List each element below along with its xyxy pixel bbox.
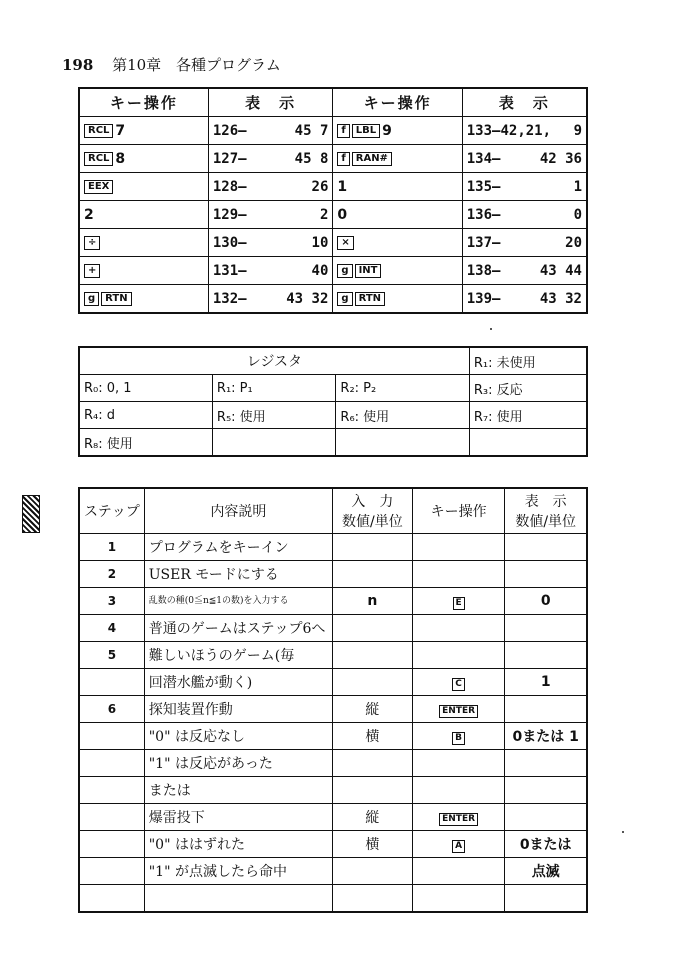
table-row xyxy=(79,201,587,229)
display-code: 40 xyxy=(311,262,329,279)
description-cell: "1" は反応があった xyxy=(144,750,332,777)
col-header-key: キー操作 xyxy=(412,488,505,534)
display-step: 128– xyxy=(212,178,247,195)
register-cell: R₅: 使用 xyxy=(212,402,336,429)
display-cell xyxy=(505,561,587,588)
step-cell: 6 xyxy=(79,696,144,723)
display-cell: 0 xyxy=(505,588,587,615)
key-cell xyxy=(412,669,505,696)
key-cap: ENTER xyxy=(439,705,478,718)
key-cap: RTN xyxy=(101,292,131,306)
table-row xyxy=(79,588,587,615)
key-cell xyxy=(79,117,208,145)
display-cell xyxy=(208,257,333,285)
key-cell xyxy=(412,885,505,913)
key-cap: LBL xyxy=(352,124,380,138)
description-cell: "0" は反応なし xyxy=(144,723,332,750)
key-cell xyxy=(79,173,208,201)
display-cell xyxy=(208,173,333,201)
key-operation-table xyxy=(78,87,588,314)
table-row xyxy=(79,402,587,429)
key-suffix: 8 xyxy=(115,150,126,167)
description-cell: "0" ははずれた xyxy=(144,831,332,858)
key-cell xyxy=(79,201,208,229)
description-cell: USER モードにする xyxy=(144,561,332,588)
description-cell: プログラムをキーイン xyxy=(144,534,332,561)
key-cap: INT xyxy=(355,264,382,278)
display-step: 133–42,21, xyxy=(466,122,552,139)
key-cell xyxy=(333,285,462,314)
register-cell: R₀: 0, 1 xyxy=(79,375,212,402)
register-cell xyxy=(336,429,469,457)
key-cap: g xyxy=(337,292,352,306)
description-cell: "1" が点滅したら命中 xyxy=(144,858,332,885)
register-cell: R₁: P₁ xyxy=(212,375,336,402)
display-cell: 点滅 xyxy=(505,858,587,885)
display-cell xyxy=(462,117,587,145)
table-row xyxy=(79,858,587,885)
input-cell: 縦 xyxy=(333,696,413,723)
col-header-disp: 表 示 数値/単位 xyxy=(505,488,587,534)
key-cell xyxy=(412,534,505,561)
display-cell xyxy=(208,201,333,229)
display-cell xyxy=(462,145,587,173)
key-cap: ENTER xyxy=(439,813,478,826)
table-row xyxy=(79,696,587,723)
input-cell xyxy=(333,669,413,696)
input-cell: 横 xyxy=(333,831,413,858)
input-cell: 縦 xyxy=(333,804,413,831)
display-cell xyxy=(462,173,587,201)
key-cell xyxy=(79,257,208,285)
step-cell xyxy=(79,831,144,858)
table-row xyxy=(79,257,587,285)
speck xyxy=(490,328,492,330)
display-code: 43 32 xyxy=(286,290,329,307)
key-cap: B xyxy=(452,732,465,745)
key-cell xyxy=(412,804,505,831)
display-step: 132– xyxy=(212,290,247,307)
input-cell: 横 xyxy=(333,723,413,750)
step-cell xyxy=(79,750,144,777)
display-code: 42 36 xyxy=(539,150,582,167)
step-cell xyxy=(79,723,144,750)
display-cell: 0または 1 xyxy=(505,723,587,750)
display-code: 9 xyxy=(573,122,582,139)
description-cell: 探知装置作動 xyxy=(144,696,332,723)
description-cell: 普通のゲームはステップ6へ xyxy=(144,615,332,642)
key-cell xyxy=(79,229,208,257)
col-header-step: ステップ xyxy=(79,488,144,534)
col-header: 表 示 xyxy=(462,88,587,117)
input-cell xyxy=(333,534,413,561)
display-cell xyxy=(462,229,587,257)
table-row xyxy=(79,173,587,201)
display-cell xyxy=(505,777,587,804)
page-header xyxy=(62,54,281,75)
table-row xyxy=(79,534,587,561)
table-row xyxy=(79,831,587,858)
col-header: 表 示 xyxy=(208,88,333,117)
table-row xyxy=(79,145,587,173)
register-cell: R₄: d xyxy=(79,402,212,429)
display-code: 2 xyxy=(319,206,329,223)
display-step: 136– xyxy=(466,206,501,223)
key-cap: × xyxy=(337,236,353,250)
display-code: 0 xyxy=(573,206,582,223)
key-cell xyxy=(412,615,505,642)
key-cap: A xyxy=(452,840,465,853)
key-cap: E xyxy=(453,597,465,610)
input-cell xyxy=(333,642,413,669)
key-cell xyxy=(412,723,505,750)
key-suffix: 9 xyxy=(382,122,392,139)
input-cell xyxy=(333,750,413,777)
key-cap: f xyxy=(337,152,349,166)
display-cell: 0または xyxy=(505,831,587,858)
key-cap: f xyxy=(337,124,349,138)
key-cap: + xyxy=(84,264,100,278)
key-cap: g xyxy=(337,264,352,278)
key-cell xyxy=(412,642,505,669)
table-row xyxy=(79,229,587,257)
input-cell: n xyxy=(333,588,413,615)
step-cell xyxy=(79,858,144,885)
key-cell xyxy=(412,561,505,588)
key-cell xyxy=(412,750,505,777)
display-cell xyxy=(505,750,587,777)
display-cell: 1 xyxy=(505,669,587,696)
key-cell xyxy=(333,229,462,257)
display-step: 126– xyxy=(212,122,247,139)
table-row xyxy=(79,561,587,588)
key-cap: C xyxy=(452,678,465,691)
step-cell: 2 xyxy=(79,561,144,588)
display-cell xyxy=(462,257,587,285)
key-cell xyxy=(333,173,462,201)
key-cell xyxy=(333,145,462,173)
register-cell: R₂: P₂ xyxy=(336,375,469,402)
table-row xyxy=(79,750,587,777)
table-row xyxy=(79,285,587,314)
key-cell xyxy=(412,588,505,615)
register-cell: R₇: 使用 xyxy=(469,402,587,429)
description-cell: 爆雷投下 xyxy=(144,804,332,831)
display-cell xyxy=(505,615,587,642)
register-cell: R₈: 使用 xyxy=(79,429,212,457)
display-code: 10 xyxy=(311,234,329,251)
display-step: 134– xyxy=(466,150,501,167)
display-code: 45 8 xyxy=(294,150,329,167)
description-cell: または xyxy=(144,777,332,804)
key-cap: RAN# xyxy=(352,152,392,166)
display-step: 135– xyxy=(466,178,501,195)
key-cell xyxy=(412,858,505,885)
step-cell xyxy=(79,804,144,831)
step-cell: 3 xyxy=(79,588,144,615)
step-cell xyxy=(79,777,144,804)
key-cap: RTN xyxy=(355,292,385,306)
display-step: 138– xyxy=(466,262,501,279)
col-header-input: 入 力 数値/単位 xyxy=(333,488,413,534)
key-cap: RCL xyxy=(84,124,113,138)
display-code: 20 xyxy=(565,234,582,251)
description-cell: 難しいほうのゲーム(毎 xyxy=(144,642,332,669)
display-step: 137– xyxy=(466,234,501,251)
col-header: キー操作 xyxy=(79,88,208,117)
step-cell: 5 xyxy=(79,642,144,669)
key-cell xyxy=(333,257,462,285)
col-header: キー操作 xyxy=(333,88,462,117)
table-row xyxy=(79,723,587,750)
qr-tag-icon xyxy=(22,495,40,533)
display-cell xyxy=(462,285,587,314)
key-cell xyxy=(412,696,505,723)
col-header-desc: 内容説明 xyxy=(144,488,332,534)
key-suffix: 7 xyxy=(115,122,126,139)
step-cell xyxy=(79,885,144,913)
display-code: 45 7 xyxy=(294,122,329,139)
chapter-label: 第10章 xyxy=(112,56,162,74)
key-cell xyxy=(333,117,462,145)
register-cell xyxy=(469,429,587,457)
table-row xyxy=(79,804,587,831)
display-code: 43 44 xyxy=(539,262,582,279)
speck xyxy=(622,831,624,833)
procedure-table xyxy=(78,487,588,913)
display-cell xyxy=(208,117,333,145)
table-row xyxy=(79,777,587,804)
table-row xyxy=(79,375,587,402)
display-step: 127– xyxy=(212,150,247,167)
table-row xyxy=(79,642,587,669)
display-cell xyxy=(505,642,587,669)
display-code: 43 32 xyxy=(539,290,582,307)
step-cell xyxy=(79,669,144,696)
register-title: レジスタ xyxy=(79,347,469,375)
page-number: 198 xyxy=(62,56,94,74)
table-row xyxy=(79,615,587,642)
description-cell: 回潜水艦が動く) xyxy=(144,669,332,696)
table-row xyxy=(79,669,587,696)
display-step: 131– xyxy=(212,262,247,279)
input-cell xyxy=(333,777,413,804)
register-cell xyxy=(212,429,336,457)
display-cell xyxy=(208,229,333,257)
key-suffix: 1 xyxy=(337,178,348,195)
display-code: 26 xyxy=(311,178,329,195)
display-cell xyxy=(505,885,587,913)
description-cell: 乱数の種(0≦n≦1の数)を入力する xyxy=(144,588,332,615)
display-cell xyxy=(505,696,587,723)
register-cell: R₃: 反応 xyxy=(469,375,587,402)
key-cap: g xyxy=(84,292,99,306)
register-cell: R₆: 使用 xyxy=(336,402,469,429)
table-row xyxy=(79,117,587,145)
step-cell: 1 xyxy=(79,534,144,561)
display-code: 1 xyxy=(573,178,582,195)
display-step: 129– xyxy=(212,206,247,223)
key-suffix: 0 xyxy=(337,206,348,223)
input-cell xyxy=(333,858,413,885)
section-title: 各種プログラム xyxy=(175,56,281,74)
key-cell xyxy=(79,285,208,314)
key-cell xyxy=(412,831,505,858)
register-table xyxy=(78,346,588,457)
display-step: 139– xyxy=(466,290,501,307)
key-cell xyxy=(79,145,208,173)
key-suffix: 2 xyxy=(84,206,94,223)
input-cell xyxy=(333,561,413,588)
step-cell: 4 xyxy=(79,615,144,642)
description-cell xyxy=(144,885,332,913)
input-cell xyxy=(333,615,413,642)
key-cell xyxy=(333,201,462,229)
key-cap: ÷ xyxy=(84,236,100,250)
key-cap: RCL xyxy=(84,152,113,166)
display-cell xyxy=(505,804,587,831)
display-cell xyxy=(505,534,587,561)
key-cap: EEX xyxy=(84,180,113,194)
display-cell xyxy=(208,145,333,173)
display-cell xyxy=(208,285,333,314)
display-step: 130– xyxy=(212,234,247,251)
table-row xyxy=(79,885,587,913)
key-cell xyxy=(412,777,505,804)
register-cell: R₁: 未使用 xyxy=(469,347,587,375)
display-cell xyxy=(462,201,587,229)
input-cell xyxy=(333,885,413,913)
table-row xyxy=(79,429,587,457)
